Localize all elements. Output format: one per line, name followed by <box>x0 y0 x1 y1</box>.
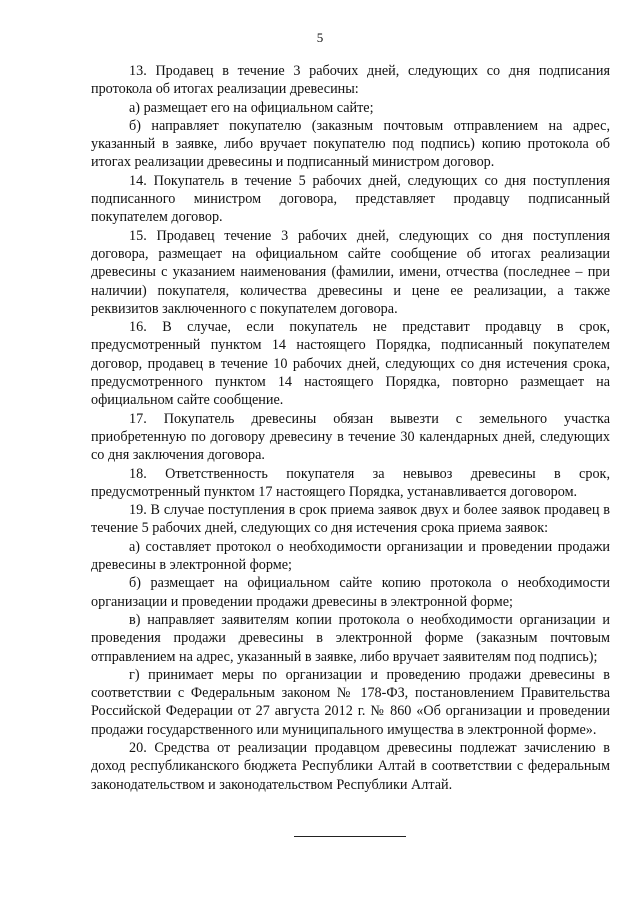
paragraph-13a: а) размещает его на официальном сайте; <box>129 99 374 116</box>
paragraph-17: 17. Покупатель древесины обязан вывезти с земельного участка приобретенную по договору древесину в течение 30 календарных дней, следующих со дня заключения договора. <box>91 410 610 464</box>
page-number: 5 <box>316 30 324 45</box>
paragraph-13: 13. Продавец в течение 3 рабочих дней, следующих со дня подписания протокола об итогах реализации древесины: <box>91 63 610 98</box>
paragraph-19a: а) составляет протокол о необходимости организации и проведении продажи древесины в электронной форме; <box>91 538 610 574</box>
document-body <box>91 62 610 794</box>
paragraph-19: 19. В случае поступления в срок приема заявок двух и более заявок продавец в течение 5 рабочих дней, следующих со дня истечения срока приема заявок: <box>91 502 610 537</box>
paragraph-19b: б) размещает на официальном сайте копию протокола о необходимости организации и проведении продажи древесины в электронной форме; <box>91 575 610 610</box>
closing-divider <box>294 836 406 837</box>
paragraph-13b: б) направляет покупателю (заказным почтовым отправлением на адрес, указанный в заявке, либо вручает покупателю под подпись) копию протокола об итогах реализации древесины и подписанный министром договор. <box>91 117 610 171</box>
paragraph-16: 16. В случае, если покупатель не представит продавцу в срок, предусмотренный пунктом 14 настоящего Порядка, подписанный покупателем договор, продавец в течение 10 рабочих дней, следующих со дня истечения срока, предусмотренного пунктом 14 настоящего Порядка, повторно размещает на официальном сайте сообщение. <box>91 319 610 409</box>
paragraph-18: 18. Ответственность покупателя за невывоз древесины в срок, предусмотренный пунктом 17 настоящего Порядка, устанавливается договором. <box>91 465 610 500</box>
paragraph-19d: г) принимает меры по организации и проведению продажи древесины в соответствии с Федеральным законом № 178-ФЗ, постановлением Правительства Российской Федерации от 27 августа 2012 г. № 860 «Об организации и проведении продажи государственного или муниципального имущества в электронной форме». <box>91 666 610 738</box>
paragraph-20: 20. Средства от реализации продавцом древесины подлежат зачислению в доход республиканского бюджета Республики Алтай в соответствии с федеральным законодательством и законодательством Республики Алтай. <box>91 739 610 793</box>
paragraph-15: 15. Продавец течение 3 рабочих дней, следующих со дня поступления договора, размещает на официальном сайте сообщение об итогах реализации древесины с указанием наименования (фамилии, имени, отчества (последнее – при наличии) покупателя, количества древесины и цене ее реализации, а также реквизитов заключенного с покупателем договора. <box>91 227 610 317</box>
paragraph-14: 14. Покупатель в течение 5 рабочих дней, следующих со дня поступления подписанного министром договора, представляет продавцу подписанный покупателем договор. <box>91 172 610 226</box>
paragraph-19c: в) направляет заявителям копии протокола о необходимости организации и проведения продажи древесины в электронной форме (заказным почтовым отправлением на адрес, указанный в заявке, либо вручает заявителям под подпись); <box>91 611 610 665</box>
